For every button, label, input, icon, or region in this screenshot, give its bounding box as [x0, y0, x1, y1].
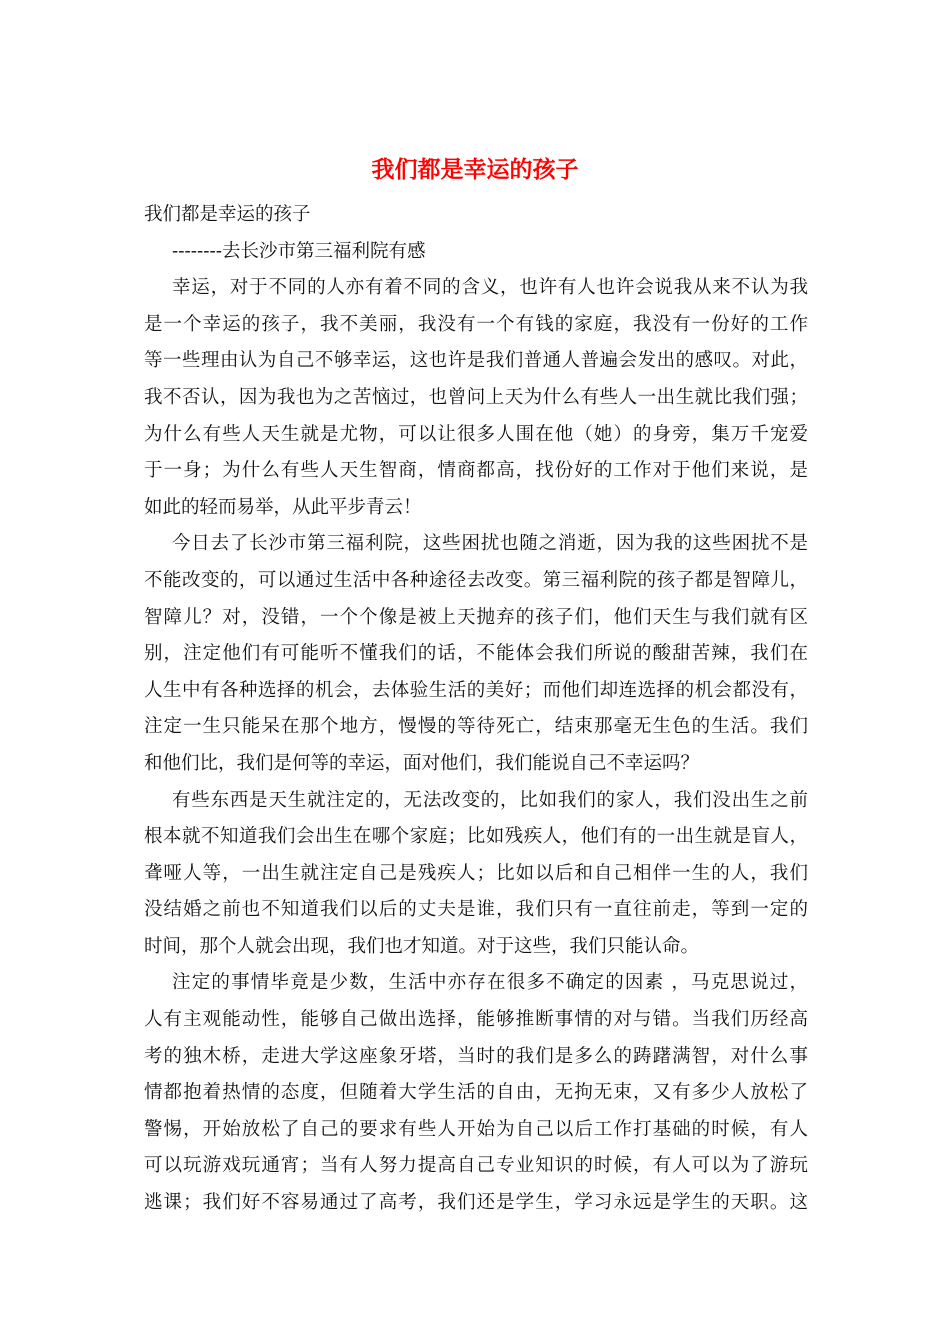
text-line: 逃课；我们好不容易通过了高考，我们还是学生，学习永远是学生的天职。这	[144, 1192, 808, 1214]
text-line: 有些东西是天生就注定的，无法改变的，比如我们的家人，我们没出生之前	[172, 789, 808, 811]
text-line: 我们都是幸运的孩子	[144, 204, 311, 225]
text-line: 没结婚之前也不知道我们以后的丈夫是谁，我们只有一直往前走，等到一定的	[144, 899, 808, 921]
text-line: 如此的轻而易举，从此平步青云！	[144, 496, 422, 518]
text-line: 情都抱着热情的态度，但随着大学生活的自由，无拘无束，又有多少人放松了	[144, 1082, 808, 1104]
text-line: 聋哑人等，一出生就注定自己是残疾人；比如以后和自己相伴一生的人，我们	[144, 862, 808, 884]
text-line: 注定一生只能呆在那个地方，慢慢的等待死亡，结束那毫无生色的生活。我们	[144, 716, 808, 738]
text-line: 为什么有些人天生就是尤物，可以让很多人围在他（她）的身旁，集万千宠爱	[144, 423, 808, 445]
text-line: 我不否认，因为我也为之苦恼过，也曾问上天为什么有些人一出生就比我们强；	[144, 386, 808, 408]
text-line: 今日去了长沙市第三福利院，这些困扰也随之消逝，因为我的这些困扰不是	[172, 533, 808, 555]
document-body	[144, 197, 808, 1222]
text-line: 时间，那个人就会出现，我们也才知道。对于这些，我们只能认命。	[144, 935, 700, 957]
text-line: --------去长沙市第三福利院有感	[172, 240, 426, 262]
text-line: 根本就不知道我们会出生在哪个家庭；比如残疾人，他们有的一出生就是盲人，	[144, 826, 808, 848]
text-line: 人有主观能动性，能够自己做出选择，能够推断事情的对与错。当我们历经高	[144, 1009, 808, 1031]
text-line: 考的独木桥，走进大学这座象牙塔，当时的我们是多么的踌躇满智，对什么事	[144, 1045, 808, 1067]
text-line: 注定的事情毕竟是少数，生活中亦存在很多不确定的因素 ，马克思说过，	[172, 972, 808, 994]
text-line: 等一些理由认为自己不够幸运，这也许是我们普通人普遍会发出的感叹。对此，	[144, 350, 808, 372]
text-line: 人生中有各种选择的机会，去体验生活的美好；而他们却连选择的机会都没有，	[144, 679, 808, 701]
text-line: 是一个幸运的孩子，我不美丽，我没有一个有钱的家庭，我没有一份好的工作	[144, 313, 808, 335]
text-line: 和他们比，我们是何等的幸运，面对他们，我们能说自己不幸运吗？	[144, 752, 700, 774]
document-title: 我们都是幸运的孩子	[371, 156, 579, 183]
text-line: 不能改变的，可以通过生活中各种途径去改变。第三福利院的孩子都是智障儿，	[144, 569, 808, 591]
text-line: 别，注定他们有可能听不懂我们的话，不能体会我们所说的酸甜苦辣，我们在	[144, 643, 808, 665]
text-line: 可以玩游戏玩通宵；当有人努力提高自己专业知识的时候，有人可以为了游玩	[144, 1155, 808, 1177]
text-line: 于一身；为什么有些人天生智商，情商都高，找份好的工作对于他们来说，是	[144, 460, 808, 482]
text-line: 智障儿？对，没错，一个个像是被上天抛弃的孩子们，他们天生与我们就有区	[144, 606, 808, 628]
text-line: 幸运，对于不同的人亦有着不同的含义，也许有人也许会说我从来不认为我	[172, 277, 808, 299]
text-line: 警惕，开始放松了自己的要求有些人开始为自己以后工作打基础的时候，有人	[144, 1118, 808, 1140]
